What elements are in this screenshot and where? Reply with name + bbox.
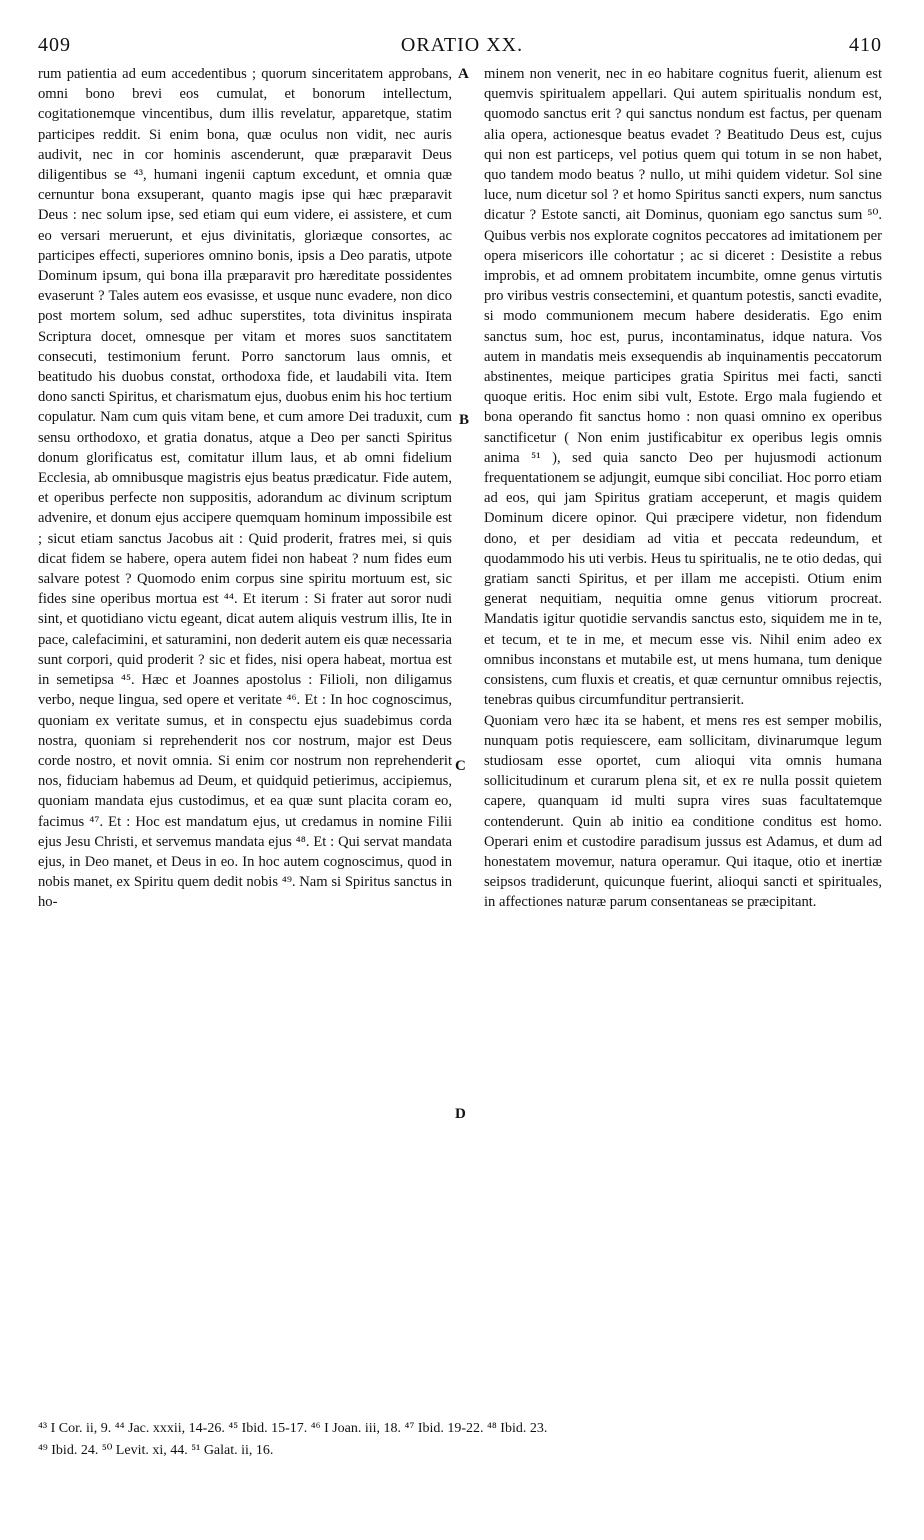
left-column <box>38 64 452 1394</box>
margin-marker-d: D <box>455 1106 466 1122</box>
page-title: ORATIO XX. <box>400 34 524 56</box>
right-column <box>484 64 882 1394</box>
page-header <box>0 30 924 58</box>
footnote-line-1: ⁴³ I Cor. ii, 9. ⁴⁴ Jac. xxxii, 14-26. ⁴⁵ Ibid. 15-17. ⁴⁶ I Joan. iii, 18. ⁴⁷ Ibid. 19-22. ⁴⁸ Ibid. 23. <box>38 1421 548 1436</box>
footnotes <box>38 1418 888 1462</box>
margin-marker-a: A <box>458 66 469 82</box>
left-column-paragraph: rum patientia ad eum accedentibus ; quorum sinceritatem approbans, omni bono brevi eos cumulat, et bonorum intellectum, cogitationemque vincentibus, dum illis revelatur, apparetque, statim participes reddit. Si enim bona, quæ oculus non vidit, nec auris audivit, nec in cor hominis ascenderunt, quæ præparavit Deus diligentibus se ⁴³, humani ingenii captum excedunt, et omnia quæ cernuntur bona exsuperant, quanto magis ipse qui hæc præparavit Deus : nec solum ipse, sed etiam qui eum videre, ei assistere, et cum eo versari meruerunt, et ejus divinitatis, gloriæque consortes, ac participes effecti, superiores omnino bonis, ipsis a Deo paratis, utpote Dominum ipsum, qui bona illa præparavit pro hæreditate possidentes evaserunt ? Tales autem eos evasisse, et usque nunc evadere, non dico post mortem solum, sed adhuc superstites, tota divinitus inspirata Scriptura docet, omnesque per vitam et mores suos sanctitatem consecuti, testimonium ferunt. Porro sanctorum laus omnis, et beatitudo his duobus constat, orthodoxa fide, et laudabili vita. Item dono sancti Spiritus, et charismatum ejus, duobus enim his hoc tertium copulatur. Nam cum quis vitam bene, et cum amore Dei traduxit, cum sensu orthodoxo, et gratia donatus, atque a Deo per sancti Spiritus donum glorificatus est, comitatur illum laus, et ab omni fidelium Ecclesia, ab omnibusque magistris ejus beatus prædicatur. Fide autem, et operibus perfecte non suppositis, adorandum ac divinum scriptum advenire, et donum ejus accipere quemquam hominum impossibile est ; sicut etiam sanctus Jacobus ait : Quid proderit, fratres mei, si quis dicat fidem se habere, opera autem fidei non habeat ? num fides eum salvare potest ? Quomodo enim corpus sine spiritu mortuum est, sic fides sine operibus mortua est ⁴⁴. Et iterum : Si frater aut soror nudi sint, et quotidiano victu egeant, dicat autem aliquis vestrum illis, Ite in pace, calefacimini, et saturamini, non dederit autem eis quæ necessaria sunt corpori, quid proderit ? sic et fides, nisi opera habeat, mortua est in semetipsa ⁴⁵. Hæc et Joannes apostolus : Filioli, non diligamus verbo, neque lingua, sed opere et veritate ⁴⁶. Et : In hoc cognoscimus, quoniam ex veritate sumus, et in conspectu ejus suadebimus corda nostra, quoniam si reprehenderit nos cor nostrum, major est Deus corde nostro, et novit omnia. Si enim cor nostrum non reprehenderit nos, fiduciam habemus ad Deum, et quidquid petierimus, accipiemus, quoniam mandata ejus custodimus, et ea quæ sunt placita coram eo, facimus ⁴⁷. Et : Hoc est mandatum ejus, ut credamus in nomine Filii ejus Jesu Christi, et servemus mandata ejus ⁴⁸. Et : Qui servat mandata ejus, in Deo manet, et Deus in eo. In hoc autem cognoscimus, quod in nobis manet, ex Spiritu quem dedit nobis ⁴⁹. Nam si Spiritus sanctus in ho- <box>38 66 452 911</box>
right-column-paragraph-2: Quoniam vero hæc ita se habent, et mens res est semper mobilis, nunquam potis requiescere, eam sollicitam, divinarumque legum studiosam esse oportet, cum alioqui vita omnis humana sollicitudinum et curarum plena sit, et ex re nulla possit quietem capere, quanquam id multi supra vires suas facultatemque contenderunt. Quin ab initio ea conditione conditus est homo. Operari enim et custodire paradisum jussus est Adamus, et dum ad honestatem movemur, natura operamur. Qui itaque, otio et inertiæ seipsos tradiderunt, quicunque fuerint, alioqui sancti et spirituales, in affectiones naturæ parum consentaneas se præcipitant. <box>484 712 882 911</box>
right-column-paragraph-1: minem non venerit, nec in eo habitare cognitus fuerit, alienum est quemvis spiritualem appellari. Qui autem spiritualis nondum est, quomodo sanctus erit ? qui sanctus nondum est factus, per quenam alia opera, actionesque beatus evadet ? Beatitudo Deus est, cujus qui non est particeps, vel potius quem qui totum in se non habet, quo tandem modo beatus ? nullo, ut mihi quidem videtur. Sol sine luce, num dicetur sol ? et homo Spiritus sancti expers, num sanctus dicatur ? Estote sancti, ait Dominus, quoniam ego sanctus sum ⁵⁰. Quibus verbis nos explorate cognitos peccatores ad imitationem per opera misericors ille cohortatur ; ac si diceret : Desistite a rebus improbis, et ad omnem probitatem incumbite, omne genus virtutis pro viribus vestris consectemini, et quantum potestis, sancti evadite, si modo communionem mecum habere desideratis. Ego enim sanctus sum, hoc est, purus, incontaminatus, idque natura. Vos autem in mandatis meis exsequendis ab inquinamentis peccatorum abstinentes, meique participes gratia Spiritus mei facti, sancti quoque eritis. Hoc enim sibi vult, Estote. Ergo mala fugiendo et bona operando fit sanctus homo : non quasi omnino ex operibus sanctificetur ( Non enim justificabitur ex operibus legis omnis anima ⁵¹ ), sed quia sancto Deo per hujusmodi actionum frequentationem se adjungit, eumque sibi conciliat. Hoc porro etiam ad eos, qui jam Spiritus gratiam acceperunt, et magis quidem Dominum dicere opinor. Qui præcipere videtur, non fidendum dono, et per desidiam ad vitia et peccata redeundum, et quodammodo his uti verbis. Heus tu spiritualis, ne te otio dedas, qui gratiam sancti Spiritus, et per illam me accepisti. Otium enim generat nequitiam, nequitia omne genus vitiorum procreat. Mandatis igitur quotidie servandis sanctus esto, siquidem me in te, et tecum, et te in me, et mecum esse vis. Nihil enim adeo ex omnibus inconstans et mutabile est, ut mens humana, tum denique consistens, cum fluxis et creatis, et quæ cernuntur omnibus rejectis, tenebras quibus circumfunditur pertransierit. <box>484 66 882 709</box>
footnote-line-2: ⁴⁹ Ibid. 24. ⁵⁰ Levit. xi, 44. ⁵¹ Galat. ii, 16. <box>38 1443 274 1458</box>
margin-marker-c: C <box>455 758 466 774</box>
page-number-left: 409 <box>38 34 71 56</box>
margin-marker-b: B <box>459 412 470 428</box>
page-number-right: 410 <box>849 34 882 56</box>
